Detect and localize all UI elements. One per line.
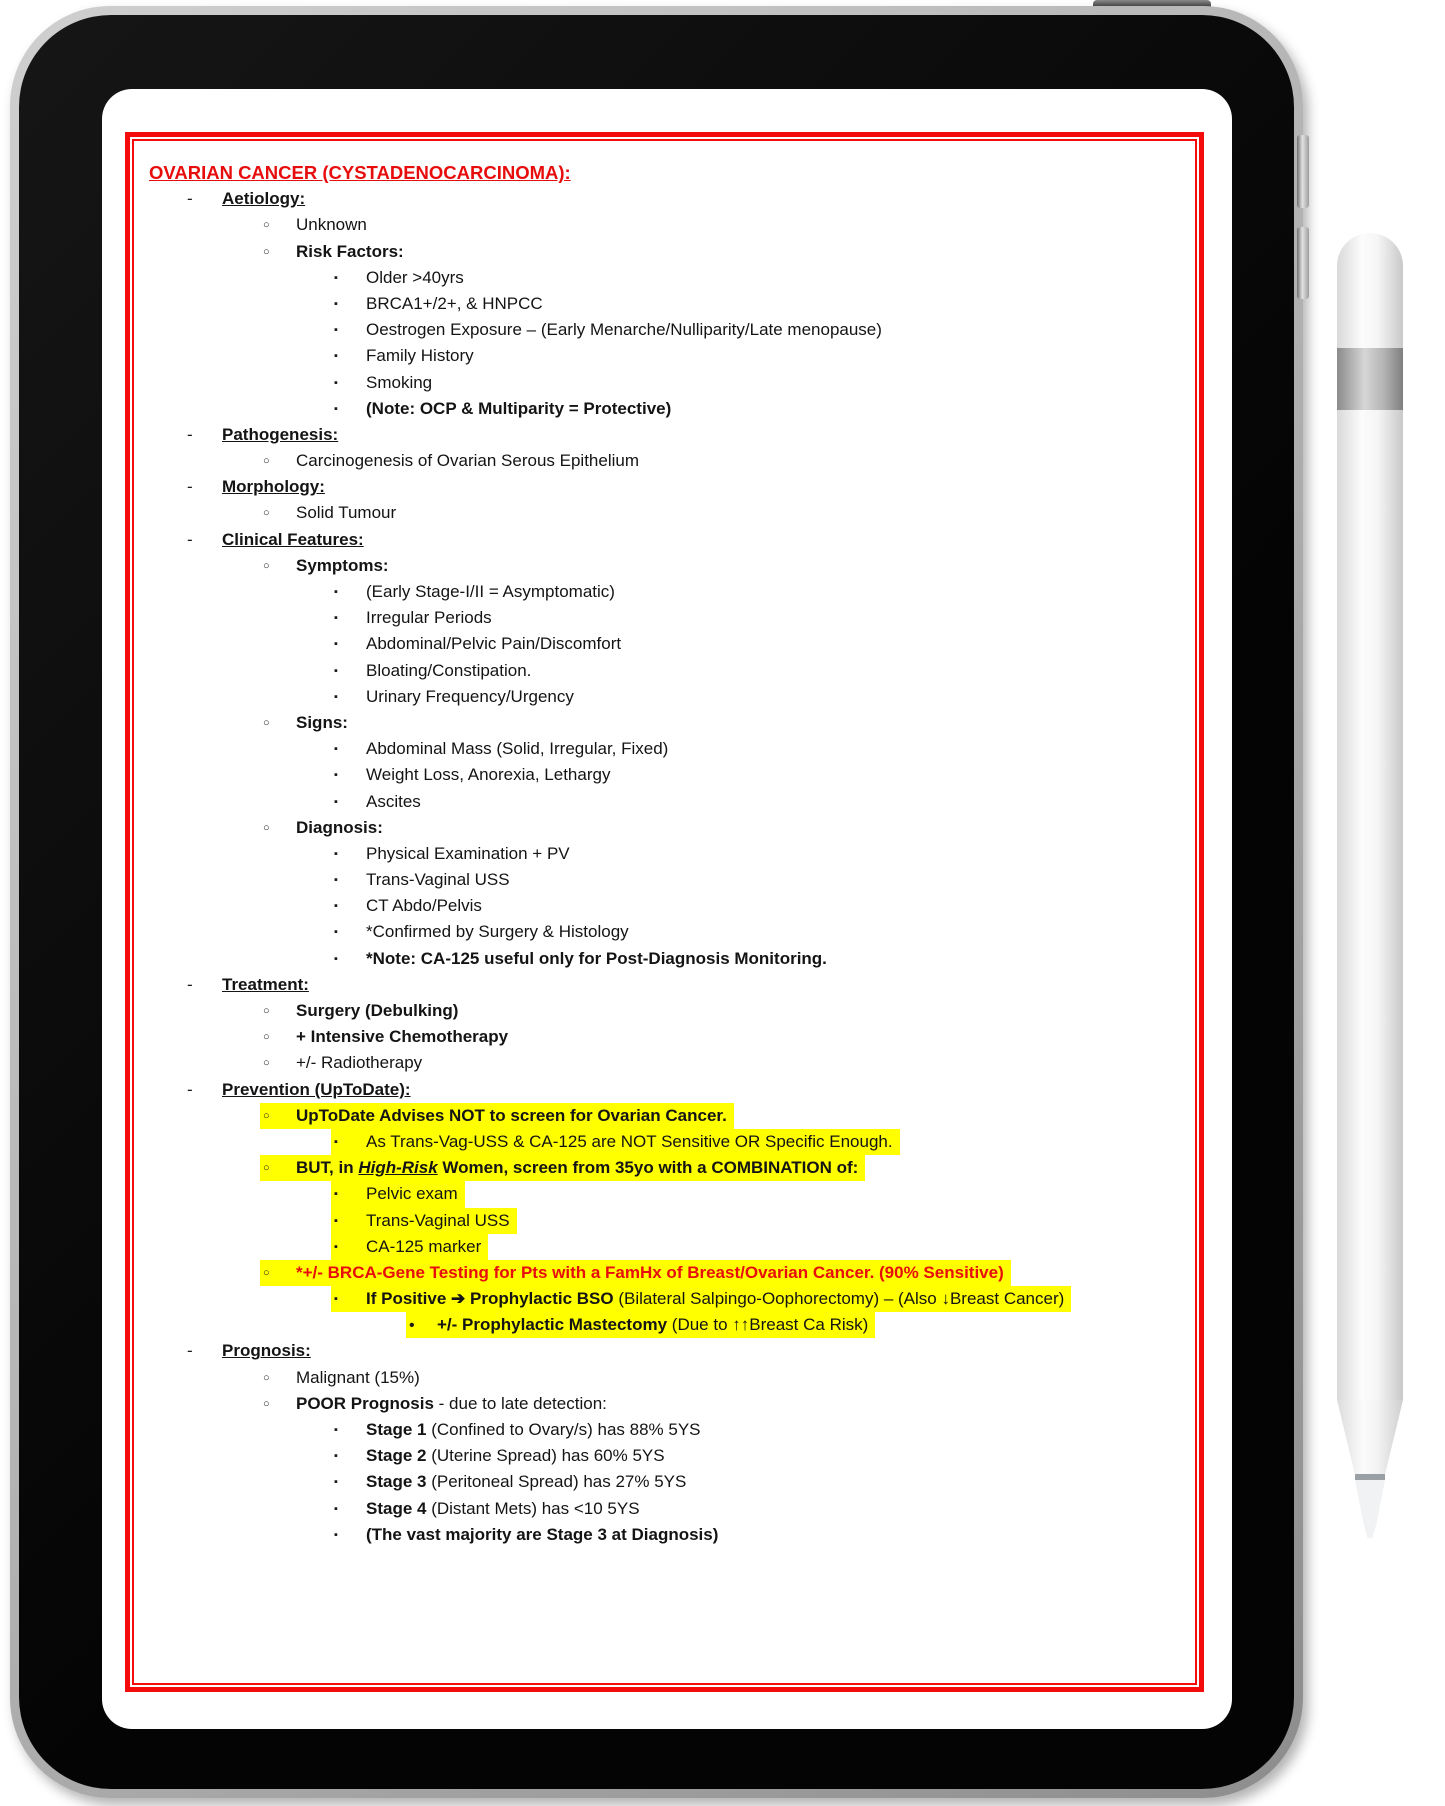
bullet-marker-sq: ▪: [334, 350, 338, 363]
bullet-marker-o: ○: [263, 245, 270, 258]
doc-text-segment: Surgery (Debulking): [296, 1001, 459, 1020]
bullet-marker-sq: ▪: [334, 874, 338, 887]
doc-line: [146, 946, 1206, 972]
doc-text-segment: Stage 4: [366, 1498, 432, 1518]
doc-text-segment: Prevention (UpToDate):: [222, 1079, 411, 1099]
pencil-ferrule: [1355, 1474, 1385, 1480]
bullet-marker-sq: ▪: [334, 1502, 338, 1515]
doc-line: [146, 1234, 1206, 1260]
doc-line: [146, 186, 1206, 212]
doc-text-segment: (Uterine Spread) has 60% 5YS: [431, 1446, 665, 1466]
doc-line: [146, 1024, 1206, 1050]
doc-line: [146, 448, 1206, 474]
doc-text-segment: Diagnosis:: [296, 817, 383, 837]
doc-text-segment: Stage 2: [366, 1446, 432, 1466]
bullet-marker-sq: ▪: [334, 1293, 338, 1306]
bullet-marker-sq: ▪: [334, 1450, 338, 1463]
doc-text-segment: Abdominal/Pelvic Pain/Discomfort: [366, 634, 622, 654]
bullet-marker-sq: ▪: [334, 638, 338, 651]
doc-text-segment: Abdominal Mass (Solid, Irregular, Fixed): [366, 739, 669, 759]
bullet-marker-o: ○: [263, 507, 270, 520]
doc-text-segment: Pathogenesis:: [222, 424, 339, 444]
bullet-marker-sq: ▪: [334, 1135, 338, 1148]
doc-line: [146, 1391, 1206, 1417]
bullet-marker-o: ○: [263, 1005, 270, 1017]
doc-text-segment: CA-125 marker: [366, 1236, 482, 1256]
doc-text-segment: Bloating/Constipation.: [366, 660, 532, 680]
doc-line: [146, 919, 1206, 945]
doc-text-segment: Trans-Vaginal USS: [366, 1210, 510, 1230]
doc-text-segment: + Intensive Chemotherapy: [296, 1027, 509, 1047]
volume-button-upper: [1297, 135, 1309, 208]
apple-pencil: [1337, 233, 1403, 1543]
doc-text-segment: OVARIAN CANCER (CYSTADENOCARCINOMA):: [149, 162, 571, 183]
doc-line: [146, 1417, 1206, 1443]
bullet-marker-o: ○: [263, 1109, 270, 1122]
doc-text-segment: (Bilateral Salpingo-Oophorectomy) – (Also ↓Breast Cancer): [618, 1289, 1065, 1309]
doc-line: [146, 1469, 1206, 1495]
bullet-marker-dash: -: [187, 424, 193, 444]
bullet-marker-sq: ▪: [334, 664, 338, 677]
doc-line: [146, 1522, 1206, 1548]
doc-line: [146, 1129, 1206, 1155]
bullet-marker-sq: ▪: [334, 376, 338, 389]
pencil-silver-band: [1337, 348, 1403, 410]
bullet-marker-sq: ▪: [334, 847, 338, 860]
doc-line: [146, 343, 1206, 369]
bullet-marker-sq: ▪: [334, 952, 338, 965]
doc-line: [146, 1443, 1206, 1469]
doc-text-segment: *Note: CA-125 useful only for Post-Diagnosis Monitoring.: [366, 948, 827, 968]
doc-text-segment: (Confined to Ovary/s) has 88% 5YS: [431, 1420, 701, 1439]
doc-line: [146, 291, 1206, 317]
doc-text-segment: (Due to ↑↑Breast Ca Risk): [671, 1315, 869, 1335]
bullet-marker-dash: -: [187, 974, 193, 994]
doc-lines: [146, 160, 1206, 1548]
doc-text-segment: (Early Stage-I/II = Asymptomatic): [366, 582, 615, 601]
doc-line: [146, 1181, 1206, 1207]
doc-text-segment: *Confirmed by Surgery & Histology: [366, 922, 629, 942]
doc-line: [146, 762, 1206, 788]
bullet-marker-dot: •: [409, 1317, 415, 1335]
doc-line: [146, 370, 1206, 396]
doc-line: [146, 1208, 1206, 1234]
doc-text-segment: Family History: [366, 346, 474, 366]
doc-line: [146, 317, 1206, 343]
bullet-marker-dash: -: [187, 1341, 193, 1361]
doc-text-segment: Women, screen from 35yo with a COMBINATION of:: [437, 1158, 859, 1178]
doc-text-segment: - due to late detection:: [433, 1393, 607, 1413]
doc-line: [146, 422, 1206, 448]
bullet-marker-o: ○: [263, 219, 270, 232]
doc-line: [146, 265, 1206, 291]
bullet-marker-sq: ▪: [334, 297, 338, 310]
doc-text-segment: Trans-Vaginal USS: [366, 870, 510, 890]
doc-text-segment: (Peritoneal Spread) has 27% 5YS: [431, 1472, 687, 1492]
bullet-marker-sq: ▪: [334, 1214, 338, 1227]
doc-line: [146, 684, 1206, 710]
doc-text-segment: BUT, in: [296, 1158, 359, 1178]
bullet-marker-dash: -: [187, 1079, 193, 1099]
doc-line: [146, 815, 1206, 841]
doc-line: [146, 631, 1206, 657]
bullet-marker-sq: ▪: [334, 586, 338, 598]
doc-text-segment: Clinical Features:: [222, 529, 364, 549]
doc-line: [146, 579, 1206, 605]
doc-text-segment: Stage 3: [366, 1472, 432, 1492]
doc-line: [146, 239, 1206, 265]
doc-line: [146, 1155, 1206, 1181]
doc-text-segment: Urinary Frequency/Urgency: [366, 686, 574, 706]
doc-line: [146, 867, 1206, 893]
doc-line: [146, 893, 1206, 919]
doc-text-segment: +/- Prophylactic Mastectomy: [437, 1315, 672, 1335]
bullet-marker-sq: ▪: [334, 690, 338, 703]
bullet-marker-sq: ▪: [334, 271, 338, 284]
bullet-marker-dash: -: [187, 189, 193, 209]
bullet-marker-o: ○: [263, 1266, 270, 1279]
tablet-frame: [10, 6, 1303, 1798]
doc-line: [146, 396, 1206, 422]
doc-text-segment: Smoking: [366, 372, 433, 392]
doc-text-segment: Prognosis:: [222, 1341, 311, 1361]
doc-text-segment: Oestrogen Exposure – (Early Menarche/Nulliparity/Late menopause): [366, 320, 882, 340]
doc-text-segment: Signs:: [296, 712, 348, 732]
doc-text-segment: Symptoms:: [296, 555, 389, 575]
doc-text-segment: Unknown: [296, 215, 367, 235]
bullet-marker-sq: ▪: [334, 1528, 338, 1541]
doc-line: [146, 605, 1206, 631]
doc-text-segment: +/- Radiotherapy: [296, 1053, 423, 1073]
doc-line: [146, 527, 1206, 553]
tablet-screen: [102, 89, 1232, 1729]
doc-text-segment: Carcinogenesis of Ovarian Serous Epithelium: [296, 451, 640, 471]
doc-line: [146, 500, 1206, 526]
bullet-marker-o: ○: [263, 455, 270, 468]
bullet-marker-o: ○: [263, 1031, 270, 1044]
doc-text-segment: Aetiology:: [222, 189, 306, 209]
doc-line: [146, 1077, 1206, 1103]
doc-text-segment: Morphology:: [222, 477, 325, 497]
doc-text-segment: Malignant (15%): [296, 1367, 420, 1387]
doc-line: [146, 736, 1206, 762]
doc-line: [146, 474, 1206, 500]
bullet-marker-sq: ▪: [334, 769, 338, 782]
doc-text-segment: Stage 1: [366, 1420, 432, 1439]
doc-text-segment: Pelvic exam: [366, 1184, 458, 1204]
doc-text-segment: Solid Tumour: [296, 503, 397, 523]
doc-text-segment: Prophylactic BSO: [470, 1289, 619, 1309]
bullet-marker-o: ○: [263, 821, 270, 834]
bullet-marker-sq: ▪: [334, 612, 338, 625]
doc-text-segment: CT Abdo/Pelvis: [366, 896, 482, 916]
bullet-marker-sq: ▪: [334, 743, 338, 756]
doc-text-segment: Irregular Periods: [366, 608, 492, 628]
doc-line: [146, 1338, 1206, 1364]
bullet-marker-o: ○: [263, 1057, 270, 1070]
bullet-marker-sq: ▪: [334, 926, 338, 939]
doc-text-segment: Weight Loss, Anorexia, Lethargy: [366, 765, 611, 785]
doc-line: [146, 710, 1206, 736]
doc-line: [146, 1260, 1206, 1286]
doc-line: [146, 972, 1206, 998]
bullet-marker-o: ○: [263, 716, 270, 729]
doc-text-segment: *+/- BRCA-Gene Testing for Pts with a FamHx of Breast/Ovarian Cancer. (90% Sensitive): [296, 1262, 1004, 1282]
doc-line: [146, 1103, 1206, 1129]
doc-line: [146, 1312, 1206, 1338]
bullet-marker-sq: ▪: [334, 795, 338, 808]
bullet-marker-o: ○: [263, 1162, 270, 1175]
doc-title: [146, 160, 1206, 186]
doc-text-segment: If Positive ➔: [366, 1289, 470, 1309]
bullet-marker-sq: ▪: [334, 1240, 338, 1253]
doc-text-segment: Physical Examination + PV: [366, 843, 570, 863]
bullet-marker-o: ○: [263, 1397, 270, 1410]
doc-line: [146, 212, 1206, 238]
doc-line: [146, 553, 1206, 579]
doc-text-segment: Treatment:: [222, 974, 309, 994]
doc-line: [146, 789, 1206, 815]
doc-text-segment: (Note: OCP & Multiparity = Protective): [366, 398, 672, 418]
doc-line: [146, 998, 1206, 1024]
doc-text-segment: As Trans-Vag-USS & CA-125 are NOT Sensitive OR Specific Enough.: [366, 1131, 893, 1151]
pencil-taper: [1337, 1400, 1403, 1474]
bullet-marker-dash: -: [187, 477, 193, 497]
bullet-marker-sq: ▪: [334, 1476, 338, 1489]
bullet-marker-dash: -: [187, 529, 193, 549]
bullet-marker-sq: ▪: [334, 402, 338, 415]
bullet-marker-sq: ▪: [334, 1424, 338, 1436]
doc-text-segment: Older >40yrs: [366, 267, 464, 287]
bullet-marker-sq: ▪: [334, 324, 338, 337]
doc-line: [146, 1365, 1206, 1391]
doc-line: [146, 1050, 1206, 1076]
doc-text-segment: High-Risk: [358, 1158, 438, 1178]
doc-line: [146, 658, 1206, 684]
doc-text-segment: BRCA1+/2+, & HNPCC: [366, 293, 543, 313]
bullet-marker-o: ○: [263, 1371, 270, 1384]
doc-text-segment: UpToDate Advises NOT to screen for Ovarian Cancer.: [296, 1105, 727, 1125]
doc-line: [146, 841, 1206, 867]
volume-button-lower: [1297, 227, 1309, 299]
doc-text-segment: POOR Prognosis: [296, 1393, 434, 1413]
doc-text-segment: (The vast majority are Stage 3 at Diagnosis): [366, 1524, 719, 1544]
doc-line: [146, 1496, 1206, 1522]
tablet-bezel: [19, 15, 1294, 1789]
bullet-marker-sq: ▪: [334, 900, 338, 913]
bullet-marker-sq: ▪: [334, 1188, 338, 1201]
doc-text-segment: Risk Factors:: [296, 241, 404, 261]
doc-text-segment: (Distant Mets) has <10 5YS: [431, 1498, 640, 1518]
bullet-marker-o: ○: [263, 559, 270, 572]
doc-line: [146, 1286, 1206, 1312]
doc-text-segment: Ascites: [366, 791, 421, 811]
pencil-nib: [1355, 1480, 1385, 1540]
